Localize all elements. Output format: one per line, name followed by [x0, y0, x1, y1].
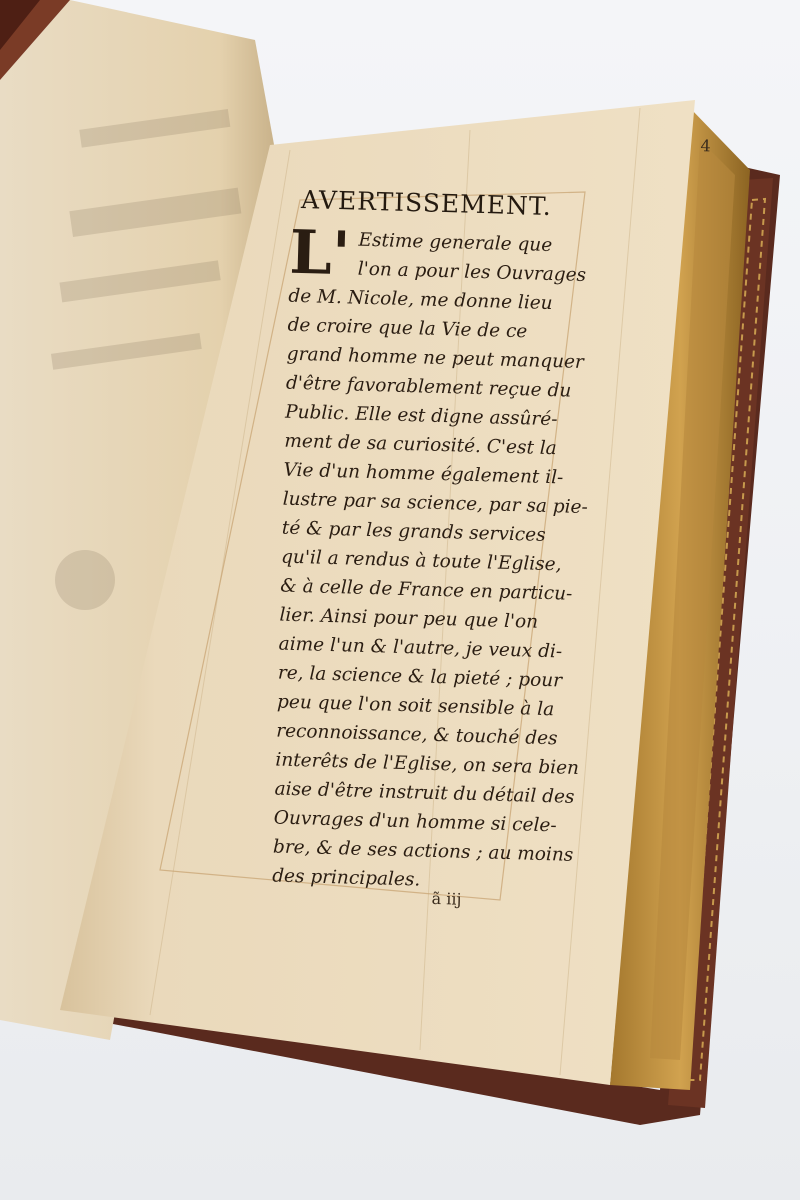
text-line: interêts de l'Eglise, on sera bien — [275, 749, 580, 779]
text-line: de croire que la Vie de ce — [287, 314, 528, 343]
text-line: reconnoissance, & touché des — [275, 720, 558, 750]
text-line: de M. Nicole, me donne lieu — [288, 285, 553, 315]
text-line: L'Estime generale que — [288, 217, 553, 290]
page-heading: AVERTISSEMENT. — [300, 184, 553, 221]
text-line: & à celle de France en particu- — [280, 575, 573, 605]
text-line: Vie d'un homme également il- — [283, 459, 564, 489]
text-line: aise d'être instruit du détail des — [274, 778, 575, 808]
text-line: des principales. — [271, 865, 421, 891]
text-line: aime l'un & l'autre, je veux di- — [278, 633, 563, 663]
right-page-text-area — [228, 136, 723, 1057]
text-line: grand homme ne peut manquer — [286, 343, 585, 373]
text-line: lier. Ainsi pour peu que l'on — [279, 604, 539, 633]
text-line: bre, & de ses actions ; au moins — [272, 836, 574, 866]
text-line: peu que l'on soit sensible à la — [276, 691, 555, 721]
text-line: qu'il a rendus à toute l'Eglise, — [280, 546, 562, 576]
text-line: re, la science & la pieté ; pour — [277, 662, 563, 692]
text-line: Ouvrages d'un homme si cele- — [273, 807, 557, 837]
text-line: ment de sa curiosité. C'est la — [284, 430, 558, 460]
body-text — [271, 217, 620, 900]
text-line: té & par les grands services — [281, 517, 546, 546]
signature-mark: ã iij — [431, 888, 462, 909]
avertissement-text — [272, 185, 622, 900]
page-number: 4 — [700, 136, 712, 156]
text-line: Public. Elle est digne assûré- — [284, 401, 558, 431]
text-line: lustre par sa science, par sa pie- — [282, 488, 589, 519]
text-line: l'on a pour les Ouvrages — [357, 258, 587, 286]
text-line: d'être favorablement reçue du — [285, 372, 572, 402]
